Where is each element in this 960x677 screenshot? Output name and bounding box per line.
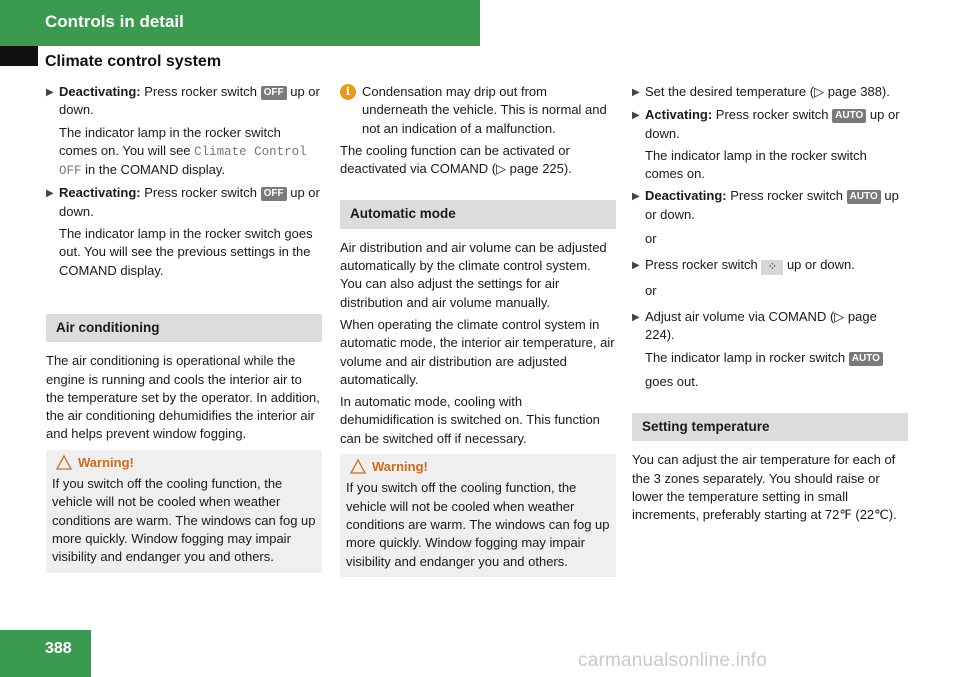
auto-key-icon: AUTO <box>832 109 866 123</box>
paragraph: The air conditioning is operational while the engine is running and cools the interior air to the temperature set by the operator. In addition, the air conditioning dehumidifies the interior air and helps prevent window fogging. <box>46 353 320 442</box>
section-heading-setting-temperature: Setting temperature <box>632 413 908 441</box>
section-heading-automatic-mode: Automatic mode <box>340 200 616 228</box>
fan-key-icon: ⁘ <box>761 260 783 275</box>
list-item: ▶ Reactivating: Press rocker switch OFF up or down. <box>46 184 322 221</box>
list-item: ▶ Activating: Press rocker switch AUTO up or down. <box>632 106 908 143</box>
paragraph: You can adjust the air temperature for each of the 3 zones separately. You should raise or lower the temperature setting in small increments, preferably starting at 72℉ (22℃). <box>632 452 897 523</box>
column-1 <box>46 83 322 573</box>
chapter-title: Controls in detail <box>45 12 184 31</box>
paragraph: The cooling function can be activated or deactivated via COMAND (▷ page 225). <box>340 142 572 177</box>
section-heading-air-conditioning: Air conditioning <box>46 314 322 342</box>
warning-title: Warning! <box>78 454 134 470</box>
bullet-label: Reactivating: <box>59 185 141 201</box>
arrow-icon: ▶ <box>46 188 54 200</box>
warning-text: If you switch off the cooling function, the vehicle will not be cooled when weather conditions are warm. The windows can fog up more quickly. Window fogging may impair visibility and endanger you and others. <box>52 476 316 565</box>
or-text: or <box>645 282 657 298</box>
watermark: carmanualsonline.info <box>578 650 768 671</box>
list-item-detail: The indicator lamp in rocker switch AUTO <box>632 349 908 367</box>
auto-key-icon: AUTO <box>847 190 881 204</box>
bullet-label: Deactivating: <box>59 84 141 99</box>
warning-box <box>46 450 322 573</box>
page-number: 388 <box>45 640 72 657</box>
paragraph: Air distribution and air volume can be adjusted automatically by the climate control system. You can also adjust the settings for air distribution and air volume manually. <box>340 239 607 310</box>
warning-title: Warning! <box>372 459 428 475</box>
paragraph: In automatic mode, cooling with dehumidification is switched on. This function can be switched off if necessary. <box>340 394 600 446</box>
column-2 <box>340 83 616 577</box>
arrow-icon: ▶ <box>632 87 640 98</box>
page-number-tab <box>0 630 91 677</box>
bullet-label: Deactivating: <box>645 188 727 204</box>
off-key-icon: OFF <box>261 86 287 100</box>
column-3 <box>632 83 908 529</box>
info-text: Condensation may drip out from underneath the vehicle. This is normal and not an indication of a malfunction. <box>362 84 607 136</box>
section-title: Climate control system <box>45 53 222 70</box>
warning-box <box>340 454 616 577</box>
list-item: ▶ Deactivating: Press rocker switch OFF up or down. <box>46 83 322 120</box>
arrow-icon: ▶ <box>632 311 640 323</box>
warning-icon <box>56 455 72 470</box>
auto-key-icon: AUTO <box>849 352 883 366</box>
list-item-detail: goes out. <box>645 373 699 389</box>
list-item: ▶ Deactivating: Press rocker switch AUTO up or down. <box>632 187 908 224</box>
chapter-tab <box>0 0 480 46</box>
list-item-detail: The indicator lamp in the rocker switch comes on. <box>645 147 867 182</box>
section-marker <box>0 46 38 66</box>
list-item: ▶ Adjust air volume via COMAND (▷ page 224). <box>632 308 908 345</box>
list-item-detail: The indicator lamp in the rocker switch comes on. You will see Climate Control OFF in the COMAND display. <box>59 124 307 179</box>
arrow-icon: ▶ <box>632 110 640 122</box>
display-message: Climate Control OFF <box>59 144 307 179</box>
warning-text: If you switch off the cooling function, the vehicle will not be cooled when weather conditions are warm. The windows can fog up more quickly. Window fogging may impair visibility and endanger you and others. <box>346 480 610 569</box>
list-item: ▶ Press rocker switch ⁘ up or down. <box>632 256 908 275</box>
warning-icon <box>350 459 366 474</box>
arrow-icon: ▶ <box>632 191 640 203</box>
info-note <box>340 83 616 138</box>
info-icon: i <box>340 84 356 100</box>
arrow-icon: ▶ <box>632 260 640 272</box>
paragraph: When operating the climate control system in automatic mode, the interior air temperature, air volume and air distribution are adjusted automatically. <box>340 316 615 387</box>
bullet-label: Activating: <box>645 107 713 123</box>
list-item: ▶ Set the desired temperature (▷ page 388). <box>632 83 908 102</box>
arrow-icon: ▶ <box>46 87 54 98</box>
off-key-icon: OFF <box>261 187 287 201</box>
or-text: or <box>645 231 657 247</box>
list-item-detail: The indicator lamp in the rocker switch goes out. You will see the previous settings in the COMAND display. <box>59 226 313 278</box>
